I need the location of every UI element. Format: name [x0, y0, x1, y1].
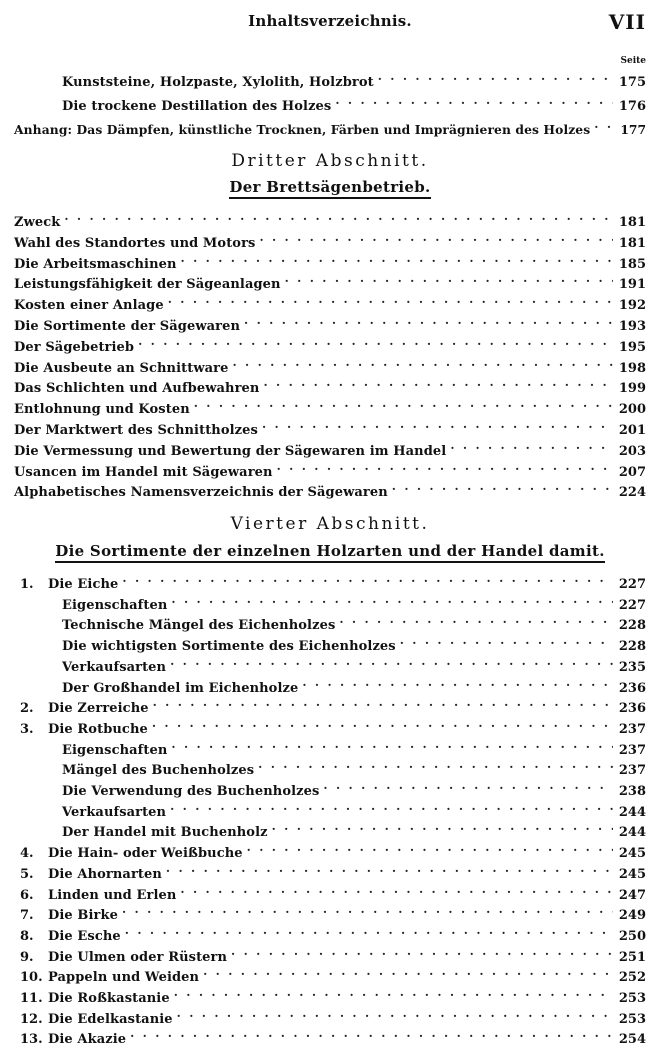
entry-label: Pappeln und Weiden: [48, 970, 200, 986]
toc-entry: [62, 66, 646, 90]
entry-label: Linden und Erlen: [48, 887, 177, 903]
entry-label: Verkaufsarten: [62, 659, 167, 675]
entry-page: 238: [618, 784, 646, 799]
entry-label: Zweck: [14, 215, 61, 230]
toc-entry: [20, 920, 646, 944]
toc-entry: [20, 1023, 646, 1048]
dot-leader: [174, 982, 613, 1002]
dot-leader: [231, 941, 613, 961]
entry-page: 237: [618, 763, 646, 779]
entry-label: Kosten einer Anlage: [14, 298, 164, 314]
entry-label: Die Ausbeute an Schnittware: [14, 360, 229, 376]
entry-number: 5.: [20, 866, 34, 882]
dot-leader: [203, 961, 613, 981]
entry-label: Das Schlichten und Aufbewahren: [14, 381, 260, 397]
dot-leader: [285, 268, 613, 288]
entry-label: Die Esche: [48, 928, 121, 944]
entry-label: Die Rotbuche: [48, 721, 148, 737]
toc-entry: [20, 837, 646, 862]
dot-leader: [170, 796, 613, 816]
entry-page: 207: [618, 464, 646, 480]
section-subtitle: [0, 178, 660, 196]
toc-entry: [62, 589, 646, 613]
toc-entry: [62, 630, 646, 655]
entry-label: Die wichtigsten Sortimente des Eichenholzes: [62, 639, 396, 655]
entry-page: 175: [618, 75, 646, 90]
entry-label: Die Vermessung und Bewertung der Sägewaren im Handel: [14, 443, 447, 459]
toc-entry: [62, 90, 646, 114]
entry-page: 250: [618, 928, 646, 944]
entry-page: 251: [618, 949, 646, 965]
dot-leader: [180, 879, 612, 899]
entry-page: 235: [618, 659, 646, 675]
section-subtitle-text: Die Sortimente der einzelnen Holzarten und der Handel damit.: [55, 542, 604, 563]
entry-label: Die Ulmen oder Rüstern: [48, 949, 228, 965]
toc-entry: [14, 206, 646, 230]
entry-label: Die Birke: [48, 908, 118, 924]
entry-label: Anhang: Das Dämpfen, künstliche Trocknen, Färben und Imprägnieren des Holzes: [14, 122, 591, 137]
entry-label: Der Handel mit Buchenholz: [62, 825, 268, 841]
page-number: VII: [608, 10, 646, 34]
dot-leader: [323, 775, 612, 795]
entry-label: Die Roßkastanie: [48, 991, 170, 1006]
entry-page: 237: [618, 742, 646, 758]
entry-label: Die Verwendung des Buchenholzes: [62, 784, 320, 799]
entry-label: Die Arbeitsmaschinen: [14, 256, 177, 272]
entry-page: 181: [618, 235, 646, 251]
entry-page: 224: [618, 485, 646, 501]
toc-entry: [14, 393, 646, 418]
dot-leader: [244, 310, 613, 330]
dot-leader: [168, 289, 613, 309]
entry-label: Usancen im Handel mit Sägewaren: [14, 464, 273, 480]
dot-leader: [450, 435, 613, 455]
toc-entry: [62, 651, 646, 675]
toc-entry: [20, 879, 646, 903]
running-head: [0, 12, 660, 36]
toc-entry: [14, 476, 646, 501]
dot-leader: [400, 630, 613, 650]
toc-entry: [20, 899, 646, 924]
dot-leader: [302, 672, 613, 692]
dot-leader: [277, 456, 613, 476]
entry-page: 203: [618, 443, 646, 459]
dot-leader: [166, 858, 613, 878]
entry-number: 7.: [20, 908, 34, 924]
toc-entry: [14, 248, 646, 272]
entry-label: Verkaufsarten: [62, 804, 167, 820]
dot-leader: [171, 734, 612, 754]
entry-label: Die Eiche: [48, 577, 119, 592]
dot-leader: [125, 920, 613, 940]
dot-leader: [335, 90, 613, 110]
toc-entry: [14, 456, 646, 480]
entry-page: 245: [618, 846, 646, 862]
entry-label: Eigenschaften: [62, 597, 168, 613]
dot-leader: [339, 609, 613, 629]
toc-entry: [62, 672, 646, 696]
toc-entry: [14, 289, 646, 314]
entry-page: 181: [618, 215, 646, 230]
entry-label: Die Edelkastanie: [48, 1011, 173, 1027]
entry-page: 191: [618, 277, 646, 293]
entry-page: 195: [618, 339, 646, 355]
dot-leader: [247, 837, 613, 857]
toc-entry: [20, 713, 646, 737]
toc-entry: [14, 352, 646, 376]
dot-leader: [177, 1003, 613, 1023]
entry-page: 236: [618, 680, 646, 696]
section-subtitle-text: Der Brettsägenbetrieb.: [229, 178, 430, 199]
toc-entry: [14, 114, 646, 137]
entry-page: 236: [618, 701, 646, 717]
entry-page: 245: [618, 866, 646, 882]
dot-leader: [171, 589, 612, 609]
entry-page: 201: [618, 423, 646, 438]
entry-number: 6.: [20, 887, 34, 903]
entry-page: 199: [618, 381, 646, 397]
entry-label: Der Sägebetrieb: [14, 339, 135, 355]
toc-entry: [14, 310, 646, 334]
entry-number: 9.: [20, 949, 34, 965]
entry-label: Die Hain- oder Weißbuche: [48, 846, 243, 862]
entry-number: 11.: [20, 991, 43, 1006]
entry-label: Mängel des Buchenholzes: [62, 763, 255, 779]
entry-page: 193: [618, 319, 646, 334]
dot-leader: [194, 393, 613, 413]
toc-entry: [20, 692, 646, 717]
entry-page: 249: [618, 908, 646, 924]
dot-leader: [272, 816, 613, 836]
toc-entry: [20, 568, 646, 592]
toc-entry: [62, 734, 646, 758]
dot-leader: [170, 651, 613, 671]
section-heading: Dritter Abschnitt.: [231, 151, 429, 171]
entry-label: Die Ahornarten: [48, 866, 162, 882]
entry-number: 2.: [20, 701, 34, 717]
dot-leader: [232, 352, 612, 372]
entry-number: 1.: [20, 577, 34, 592]
entry-page: 252: [618, 970, 646, 986]
dot-leader: [263, 372, 612, 392]
entry-page: 237: [618, 721, 646, 737]
entry-page: 200: [618, 402, 646, 418]
entry-page: 253: [618, 1011, 646, 1027]
entry-label: Der Marktwert des Schnittholzes: [14, 423, 258, 438]
entry-label: Der Großhandel im Eichenholze: [62, 680, 299, 696]
toc-entry: [14, 268, 646, 293]
toc-entry: [14, 414, 646, 438]
entry-page: 254: [618, 1032, 646, 1048]
entry-number: 8.: [20, 928, 34, 944]
entry-label: Alphabetisches Namensverzeichnis der Sägewaren: [14, 485, 388, 501]
toc-entry: [62, 609, 646, 634]
entry-number: 10.: [20, 970, 43, 986]
toc-entry: [20, 941, 646, 965]
entry-page: 192: [618, 298, 646, 314]
entry-page: 185: [618, 256, 646, 272]
running-title: Inhaltsverzeichnis.: [248, 12, 412, 30]
dot-leader: [258, 754, 613, 774]
dot-leader: [122, 899, 613, 919]
entry-number: 13.: [20, 1032, 43, 1048]
dot-leader: [181, 248, 613, 268]
toc-entry: [14, 331, 646, 355]
dot-leader: [138, 331, 613, 351]
toc-entry: [14, 435, 646, 459]
toc-entry: [62, 754, 646, 779]
dot-leader: [64, 206, 612, 226]
entry-page: 176: [618, 99, 646, 114]
dot-leader: [262, 414, 613, 434]
entry-label: Die Sortimente der Sägewaren: [14, 319, 241, 334]
seite-column-label: Seite: [620, 56, 646, 66]
dot-leader: [122, 568, 612, 588]
toc-entry: [14, 227, 646, 251]
entry-number: 12.: [20, 1011, 43, 1027]
entry-page: 247: [618, 887, 646, 903]
entry-label: Die Akazie: [48, 1032, 127, 1048]
entry-label: Eigenschaften: [62, 742, 168, 758]
toc-entry: [62, 775, 646, 799]
dot-leader: [152, 713, 613, 733]
entry-label: Kunststeine, Holzpaste, Xylolith, Holzbrot: [62, 75, 374, 90]
toc-entry: [20, 982, 646, 1006]
entry-page: 244: [618, 804, 646, 820]
entry-page: 227: [618, 597, 646, 613]
entry-label: Die trockene Destillation des Holzes: [62, 99, 332, 114]
toc-entry: [62, 796, 646, 820]
entry-number: 3.: [20, 721, 34, 737]
dot-leader: [594, 114, 614, 134]
entry-page: 244: [618, 825, 646, 841]
toc-entry: [20, 858, 646, 882]
section-subtitle: [0, 542, 660, 560]
entry-label: Technische Mängel des Eichenholzes: [62, 618, 336, 634]
entry-page: 198: [618, 360, 646, 376]
section-heading: Vierter Abschnitt.: [230, 514, 430, 534]
toc-entry: [20, 961, 646, 986]
entry-page: 228: [618, 618, 646, 634]
toc-entry: [62, 816, 646, 841]
dot-leader: [153, 692, 613, 712]
dot-leader: [130, 1023, 613, 1043]
entry-number: 4.: [20, 846, 34, 862]
entry-page: 227: [618, 577, 646, 592]
dot-leader: [392, 476, 613, 496]
entry-page: 228: [618, 639, 646, 655]
entry-page: 253: [618, 991, 646, 1006]
toc-entry: [14, 372, 646, 397]
entry-label: Wahl des Standortes und Motors: [14, 235, 256, 251]
entry-label: Leistungsfähigkeit der Sägeanlagen: [14, 277, 281, 293]
entry-label: Entlohnung und Kosten: [14, 402, 190, 418]
toc-entry: [20, 1003, 646, 1027]
dot-leader: [378, 66, 613, 86]
entry-label: Die Zerreiche: [48, 701, 149, 717]
dot-leader: [259, 227, 612, 247]
entry-page: 177: [620, 122, 646, 137]
